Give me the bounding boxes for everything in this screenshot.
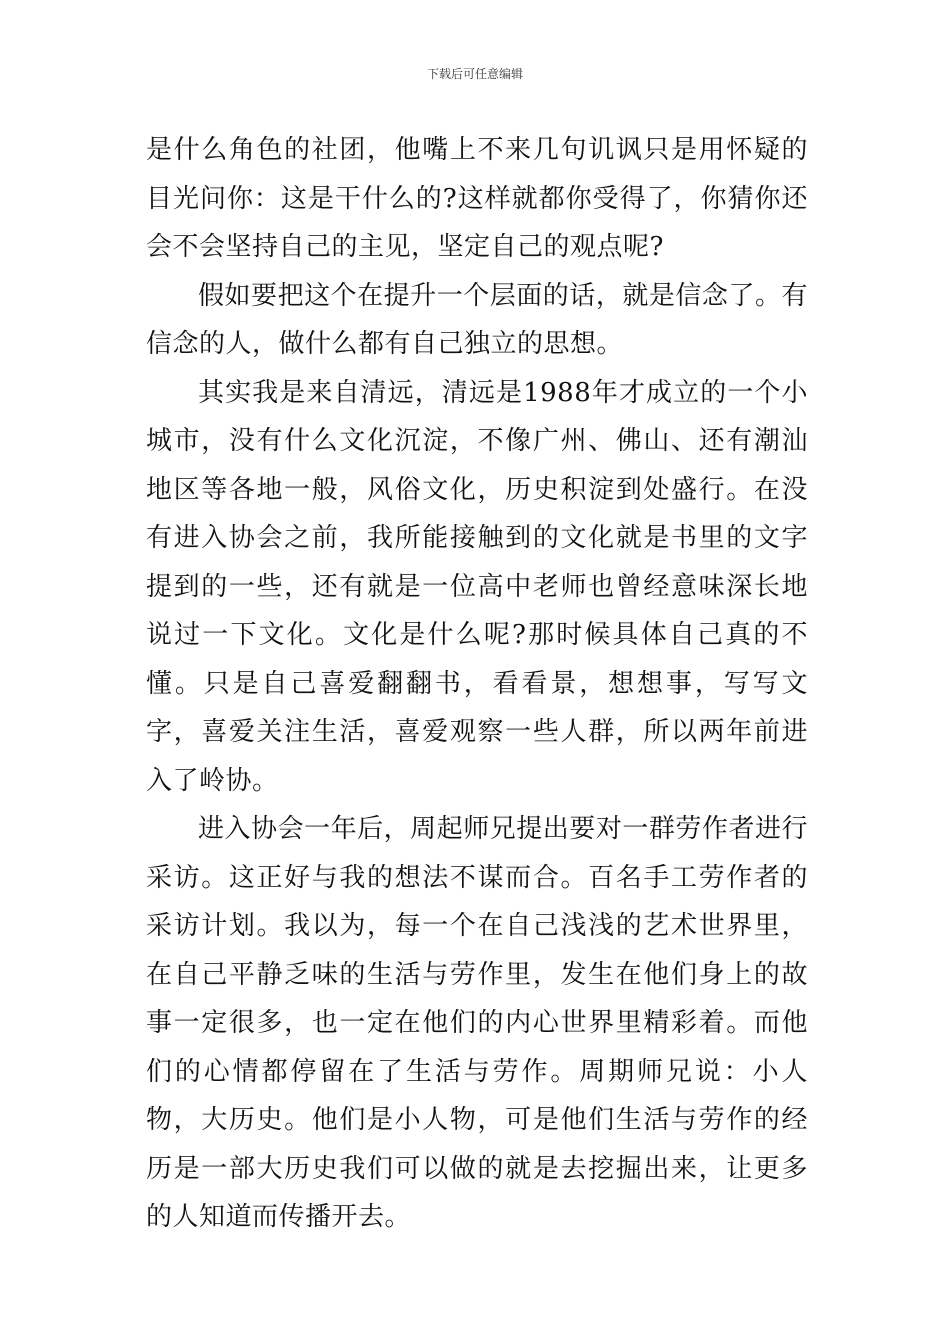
paragraph-continued: 是什么角色的社团，他嘴上不来几句讥讽只是用怀疑的目光问你：这是干什么的?这样就都你受得了，你猜你还会不会坚持自己的主见，坚定自己的观点呢?	[146, 135, 808, 262]
page-header: 下载后可任意编辑	[426, 67, 523, 81]
paragraph-interview: 进入协会一年后，周起师兄提出要对一群劳作者进行采访。这正好与我的想法不谋而合。百名手工劳作者的采访计划。我以为，每一个在自己浅浅的艺术世界里，在自己平静乏味的生活与劳作里，发生在他们身上的故事一定很多，也一定在他们的内心世界里精彩着。而他们的心情都停留在了生活与劳作。周期师兄说：小人物，大历史。他们是小人物，可是他们生活与劳作的经历是一部大历史我们可以做的就是去挖掘出来，让更多的人知道而传播开去。	[146, 814, 808, 1232]
paragraph-qingyuan: 其实我是来自清远，清远是1988年才成立的一个小城市，没有什么文化沉淀，不像广州、佛山、还有潮汕地区等各地一般，风俗文化，历史积淀到处盛行。在没有进入协会之前，我所能接触到的文化就是书里的文字提到的一些，还有就是一位高中老师也曾经意味深长地说过一下文化。文化是什么呢?那时候具体自己真的不懂。只是自己喜爱翻翻书，看看景，想想事，写写文字，喜爱关注生活，喜爱观察一些人群，所以两年前进入了岭协。	[146, 377, 808, 796]
paragraph-belief: 假如要把这个在提升一个层面的话，就是信念了。有信念的人，做什么都有自己独立的思想。	[146, 280, 808, 359]
document-body	[146, 126, 808, 1242]
